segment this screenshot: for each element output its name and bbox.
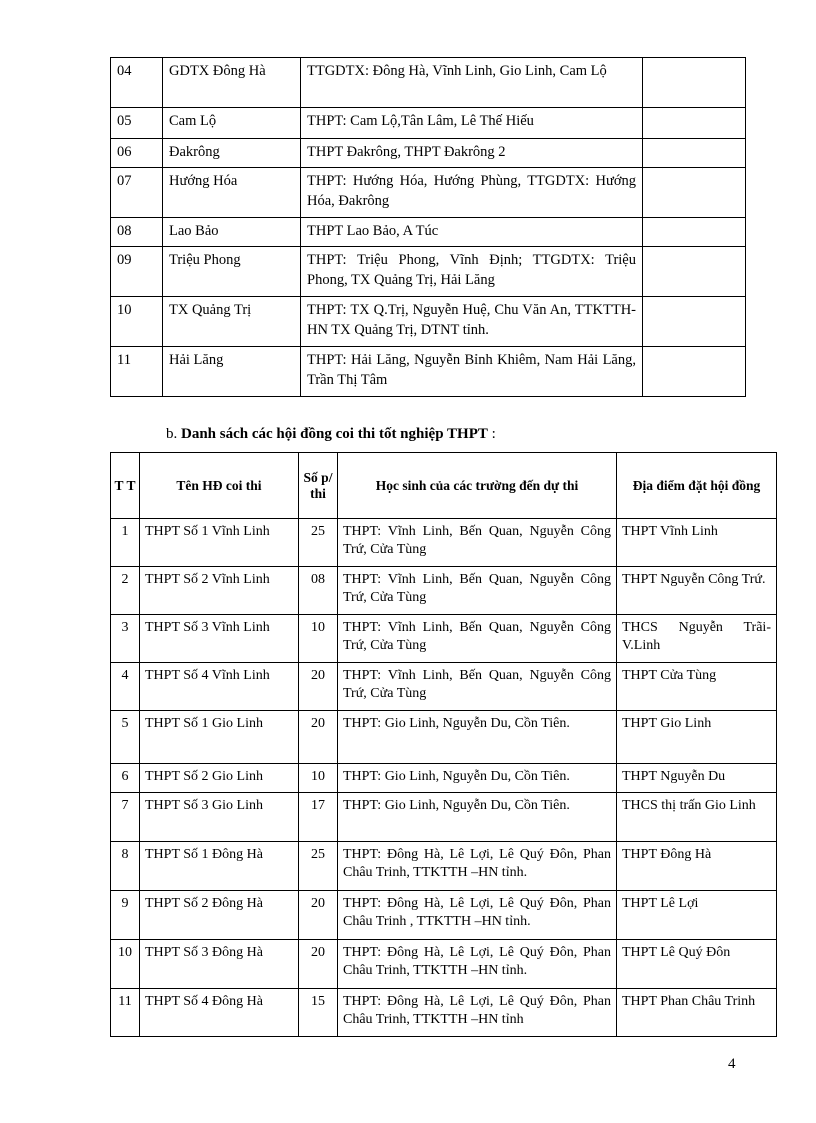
table-row xyxy=(111,297,746,347)
note-cell xyxy=(643,218,746,247)
table-row xyxy=(111,764,777,793)
table-row xyxy=(111,218,746,247)
row-number: 08 xyxy=(111,218,163,247)
council-location: THCS thị trấn Gio Linh xyxy=(617,793,777,842)
council-location: THPT Gio Linh xyxy=(617,711,777,764)
table-header-row xyxy=(111,453,777,519)
district-name: Triệu Phong xyxy=(163,247,301,297)
row-number: 3 xyxy=(111,615,140,663)
header-students: Học sinh của các trường đến dự thi xyxy=(338,453,617,519)
room-count: 25 xyxy=(299,519,338,567)
table-row xyxy=(111,567,777,615)
room-count: 20 xyxy=(299,940,338,989)
table-row xyxy=(111,519,777,567)
note-cell xyxy=(643,108,746,139)
council-name: THPT Số 4 Đông Hà xyxy=(140,989,299,1037)
room-count: 20 xyxy=(299,663,338,711)
room-count: 17 xyxy=(299,793,338,842)
district-schools: THPT: Hướng Hóa, Hướng Phùng, TTGDTX: Hướng Hóa, Đakrông xyxy=(301,168,643,218)
participating-schools: THPT: Vĩnh Linh, Bến Quan, Nguyễn Công Trứ, Cửa Tùng xyxy=(338,663,617,711)
council-name: THPT Số 2 Vĩnh Linh xyxy=(140,567,299,615)
page-number: 4 xyxy=(728,1056,736,1072)
council-name: THPT Số 3 Đông Hà xyxy=(140,940,299,989)
row-number: 09 xyxy=(111,247,163,297)
district-name: Hải Lăng xyxy=(163,347,301,397)
council-location: THPT Nguyễn Công Trứ. xyxy=(617,567,777,615)
council-name: THPT Số 4 Vĩnh Linh xyxy=(140,663,299,711)
participating-schools: THPT: Gio Linh, Nguyễn Du, Cồn Tiên. xyxy=(338,764,617,793)
district-name: Lao Bảo xyxy=(163,218,301,247)
district-schools: THPT: Cam Lộ,Tân Lâm, Lê Thế Hiếu xyxy=(301,108,643,139)
district-schools: THPT: TX Q.Trị, Nguyễn Huệ, Chu Văn An, TTKTTH-HN TX Quảng Trị, DTNT tỉnh. xyxy=(301,297,643,347)
district-schools: TTGDTX: Đông Hà, Vĩnh Linh, Gio Linh, Cam Lộ xyxy=(301,58,643,108)
participating-schools: THPT: Vĩnh Linh, Bến Quan, Nguyễn Công Trứ, Cửa Tùng xyxy=(338,615,617,663)
section-b-title: Danh sách các hội đồng coi thi tốt nghiệp THPT xyxy=(181,426,488,442)
row-number: 5 xyxy=(111,711,140,764)
room-count: 15 xyxy=(299,989,338,1037)
participating-schools: THPT: Vĩnh Linh, Bến Quan, Nguyễn Công Trứ, Cửa Tùng xyxy=(338,519,617,567)
council-location: THPT Cửa Tùng xyxy=(617,663,777,711)
row-number: 11 xyxy=(111,989,140,1037)
district-name: GDTX Đông Hà xyxy=(163,58,301,108)
district-name: TX Quảng Trị xyxy=(163,297,301,347)
note-cell xyxy=(643,347,746,397)
table-row xyxy=(111,891,777,940)
council-location: THCS Nguyễn Trãi-V.Linh xyxy=(617,615,777,663)
council-name: THPT Số 2 Đông Hà xyxy=(140,891,299,940)
table-row xyxy=(111,842,777,891)
note-cell xyxy=(643,139,746,168)
participating-schools: THPT: Vĩnh Linh, Bến Quan, Nguyễn Công Trứ, Cửa Tùng xyxy=(338,567,617,615)
participating-schools: THPT: Đông Hà, Lê Lợi, Lê Quý Đôn, Phan Châu Trinh, TTKTTH –HN tỉnh xyxy=(338,989,617,1037)
section-b-suffix: : xyxy=(487,426,496,442)
room-count: 25 xyxy=(299,842,338,891)
row-number: 8 xyxy=(111,842,140,891)
header-location: Địa điểm đặt hội đồng xyxy=(617,453,777,519)
table-row xyxy=(111,989,777,1037)
row-number: 2 xyxy=(111,567,140,615)
row-number: 10 xyxy=(111,940,140,989)
section-b-prefix: b. xyxy=(166,426,178,442)
room-count: 20 xyxy=(299,891,338,940)
room-count: 10 xyxy=(299,764,338,793)
district-schools: THPT: Triệu Phong, Vĩnh Định; TTGDTX: Triệu Phong, TX Quảng Trị, Hải Lăng xyxy=(301,247,643,297)
row-number: 9 xyxy=(111,891,140,940)
council-location: THPT Nguyễn Du xyxy=(617,764,777,793)
council-location: THPT Lê Quý Đôn xyxy=(617,940,777,989)
district-name: Đakrông xyxy=(163,139,301,168)
participating-schools: THPT: Đông Hà, Lê Lợi, Lê Quý Đôn, Phan Châu Trinh , TTKTTH –HN tỉnh. xyxy=(338,891,617,940)
section-b-heading xyxy=(166,426,496,443)
row-number: 11 xyxy=(111,347,163,397)
header-tt: T T xyxy=(111,453,140,519)
council-name: THPT Số 1 Vĩnh Linh xyxy=(140,519,299,567)
table-row xyxy=(111,247,746,297)
row-number: 4 xyxy=(111,663,140,711)
table-row xyxy=(111,663,777,711)
row-number: 07 xyxy=(111,168,163,218)
district-name: Hướng Hóa xyxy=(163,168,301,218)
council-name: THPT Số 2 Gio Linh xyxy=(140,764,299,793)
district-schools-table xyxy=(110,57,746,397)
room-count: 08 xyxy=(299,567,338,615)
table-row xyxy=(111,139,746,168)
council-name: THPT Số 1 Đông Hà xyxy=(140,842,299,891)
participating-schools: THPT: Gio Linh, Nguyễn Du, Cồn Tiên. xyxy=(338,793,617,842)
table-row xyxy=(111,615,777,663)
council-name: THPT Số 3 Gio Linh xyxy=(140,793,299,842)
district-name: Cam Lộ xyxy=(163,108,301,139)
row-number: 05 xyxy=(111,108,163,139)
participating-schools: THPT: Đông Hà, Lê Lợi, Lê Quý Đôn, Phan Châu Trinh, TTKTTH –HN tỉnh. xyxy=(338,842,617,891)
table-row xyxy=(111,940,777,989)
note-cell xyxy=(643,168,746,218)
district-schools: THPT Đakrông, THPT Đakrông 2 xyxy=(301,139,643,168)
participating-schools: THPT: Đông Hà, Lê Lợi, Lê Quý Đôn, Phan Châu Trinh, TTKTTH –HN tỉnh. xyxy=(338,940,617,989)
table-row xyxy=(111,793,777,842)
table-row xyxy=(111,347,746,397)
room-count: 10 xyxy=(299,615,338,663)
row-number: 10 xyxy=(111,297,163,347)
row-number: 1 xyxy=(111,519,140,567)
council-location: THPT Phan Châu Trinh xyxy=(617,989,777,1037)
room-count: 20 xyxy=(299,711,338,764)
participating-schools: THPT: Gio Linh, Nguyễn Du, Cồn Tiên. xyxy=(338,711,617,764)
header-council-name: Tên HĐ coi thi xyxy=(140,453,299,519)
council-location: THPT Lê Lợi xyxy=(617,891,777,940)
note-cell xyxy=(643,247,746,297)
row-number: 7 xyxy=(111,793,140,842)
table-row xyxy=(111,108,746,139)
council-name: THPT Số 3 Vĩnh Linh xyxy=(140,615,299,663)
table-row xyxy=(111,58,746,108)
council-name: THPT Số 1 Gio Linh xyxy=(140,711,299,764)
council-location: THPT Vĩnh Linh xyxy=(617,519,777,567)
district-schools: THPT Lao Bảo, A Túc xyxy=(301,218,643,247)
row-number: 06 xyxy=(111,139,163,168)
row-number: 6 xyxy=(111,764,140,793)
district-schools: THPT: Hải Lăng, Nguyễn Bỉnh Khiêm, Nam Hải Lăng, Trần Thị Tâm xyxy=(301,347,643,397)
row-number: 04 xyxy=(111,58,163,108)
table-row xyxy=(111,711,777,764)
table-row xyxy=(111,168,746,218)
note-cell xyxy=(643,58,746,108)
note-cell xyxy=(643,297,746,347)
exam-councils-table xyxy=(110,452,777,1037)
council-location: THPT Đông Hà xyxy=(617,842,777,891)
header-rooms: Số p/ thi xyxy=(299,453,338,519)
